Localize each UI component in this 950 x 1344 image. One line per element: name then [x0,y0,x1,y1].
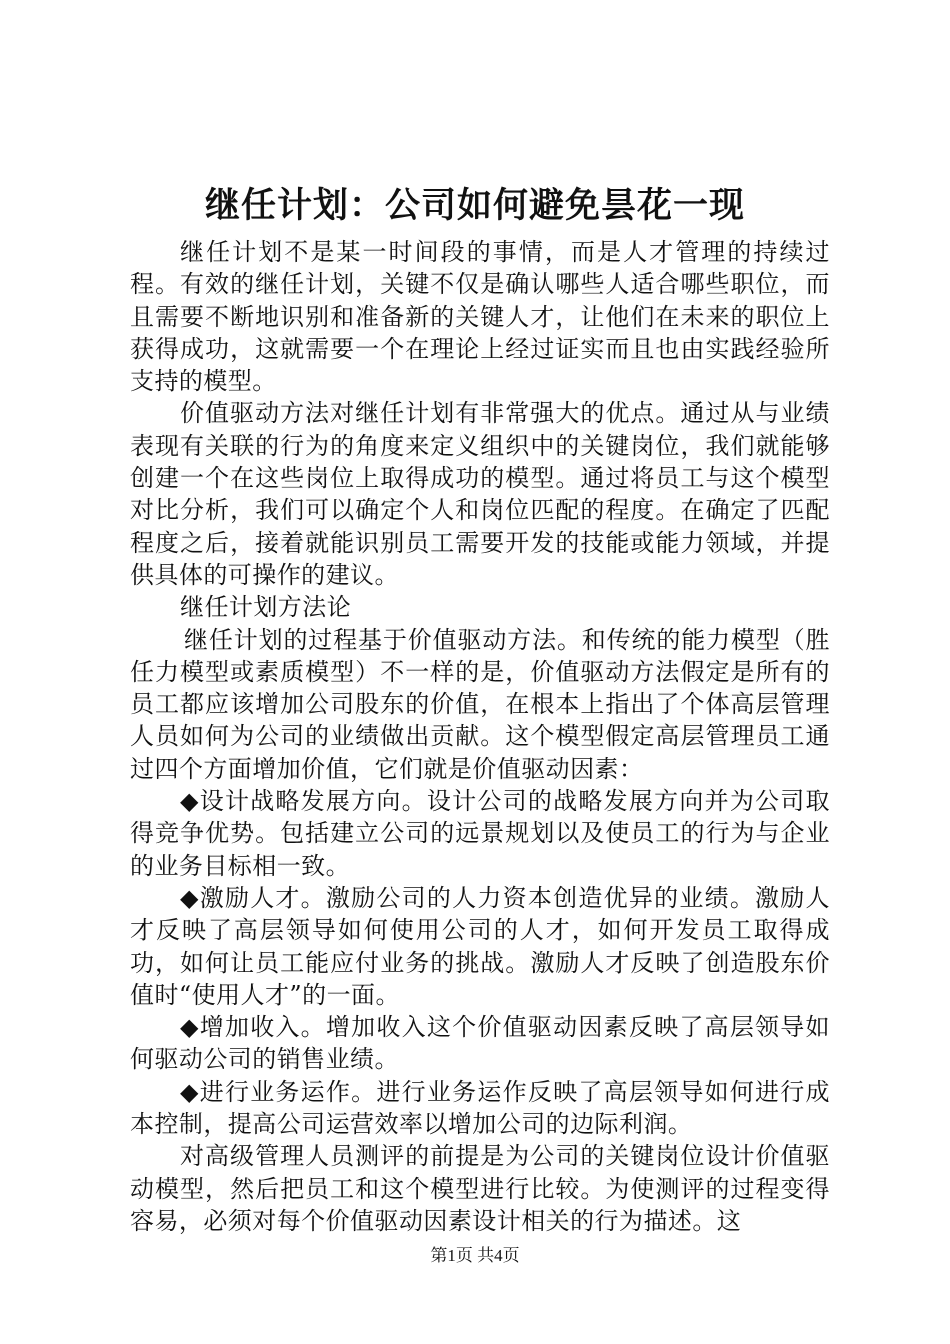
bullet-revenue: ◆增加收入。增加收入这个价值驱动因素反映了高层领导如何驱动公司的销售业绩。 [130,1013,830,1074]
paragraph-assessment: 对高级管理人员测评的前提是为公司的关键岗位设计价值驱动模型，然后把员工和这个模型进行比较。为使测评的过程变得容易，必须对每个价值驱动因素设计相关的行为描述。这 [130,1142,830,1235]
bullet-strategy: ◆设计战略发展方向。设计公司的战略发展方向并为公司取得竞争优势。包括建立公司的远景规划以及使员工的行为与企业的业务目标相一致。 [130,787,830,880]
bullet-operations: ◆进行业务运作。进行业务运作反映了高层领导如何进行成本控制，提高公司运营效率以增加公司的边际利润。 [130,1077,830,1139]
page-number-footer: 第1页 共4页 [430,1246,520,1265]
paragraph-value-driven: 价值驱动方法对继任计划有非常强大的优点。通过从与业绩表现有关联的行为的角度来定义组织中的关键岗位，我们就能够创建一个在这些岗位上取得成功的模型。通过将员工与这个模型对比分析，我们可以确定个人和岗位匹配的程度。在确定了匹配程度之后，接着就能识别员工需要开发的技能或能力领域，并提供具体的可操作的建议。 [130,399,830,589]
document-title: 继任计划：公司如何避免昙花一现 [204,185,745,226]
document-body [130,236,830,1237]
bullet-talent: ◆激励人才。激励公司的人力资本创造优异的业绩。激励人才反映了高层领导如何使用公司的人才，如何开发员工取得成功，如何让员工能应付业务的挑战。激励人才反映了创造股东价值时“使用人才”的一面。 [130,883,830,1009]
section-heading-methodology: 继任计划方法论 [180,593,352,622]
paragraph-methodology: 继任计划的过程基于价值驱动方法。和传统的能力模型（胜任力模型或素质模型）不一样的是，价值驱动方法假定是所有的员工都应该增加公司股东的价值，在根本上指出了个体高层管理人员如何为公司的业绩做出贡献。这个模型假定高层管理员工通过四个方面增加价值，它们就是价值驱动因素： [130,625,830,783]
paragraph-intro: 继任计划不是某一时间段的事情，而是人才管理的持续过程。有效的继任计划，关键不仅是确认哪些人适合哪些职位，而且需要不断地识别和准备新的关键人才，让他们在未来的职位上获得成功，这就需要一个在理论上经过证实而且也由实践经验所支持的模型。 [130,238,830,396]
